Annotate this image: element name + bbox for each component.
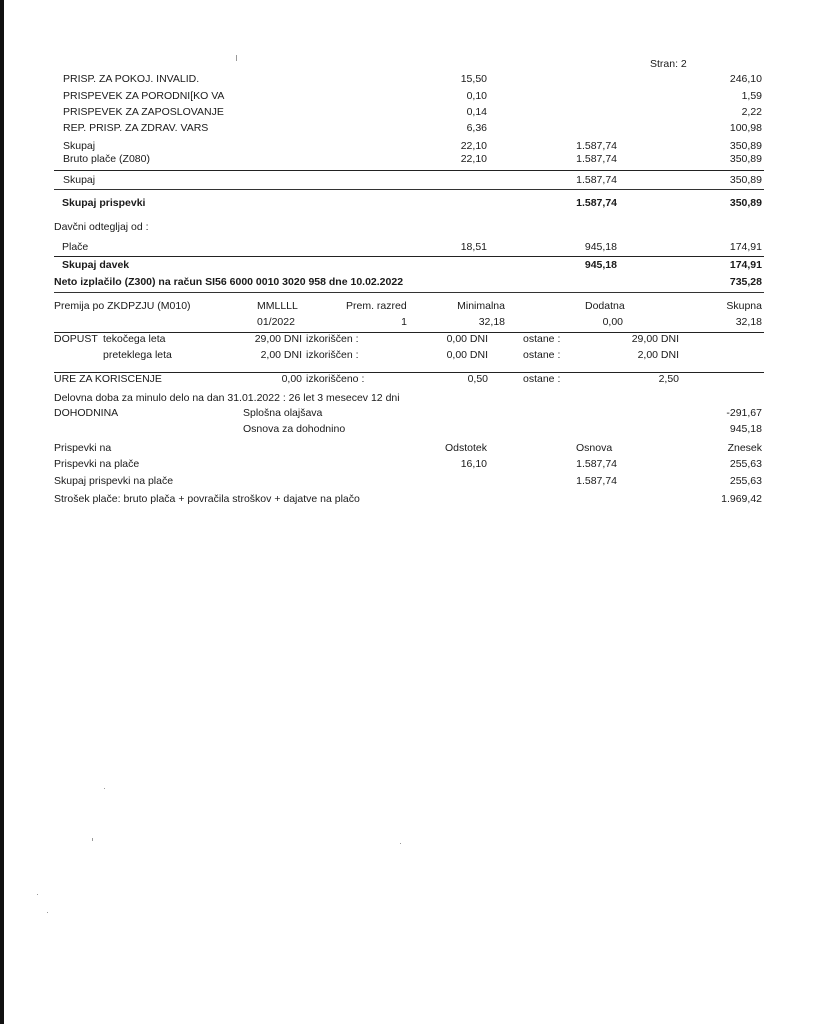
tax-header: Davčni odtegljaj od : bbox=[54, 221, 149, 233]
skupaj-label: Skupaj bbox=[63, 174, 96, 186]
leave-used: 2,00 DNI bbox=[260, 349, 302, 361]
income-tax-row-amount: -291,67 bbox=[726, 407, 762, 419]
leave-remaining-label: ostane : bbox=[523, 333, 561, 345]
leave-a: 0,00 DNI bbox=[446, 333, 488, 345]
scan-speck bbox=[47, 912, 48, 913]
contribution-amount: 100,98 bbox=[729, 122, 762, 134]
contribution-label: Skupaj bbox=[63, 140, 96, 152]
skupaj-amount: 350,89 bbox=[729, 174, 762, 186]
leave-used: 29,00 DNI bbox=[254, 333, 302, 345]
scan-speck bbox=[92, 838, 93, 841]
contribution-label: Bruto plače (Z080) bbox=[63, 153, 150, 165]
contribution-label: PRISP. ZA POKOJ. INVALID. bbox=[63, 73, 200, 85]
scan-speck bbox=[104, 788, 105, 789]
total-tax-amount: 174,91 bbox=[729, 259, 762, 271]
hours-used-label: izkoriščeno : bbox=[306, 373, 365, 385]
leave-used-label: izkoriščen : bbox=[306, 333, 359, 345]
premium-period: 01/2022 bbox=[257, 316, 295, 328]
income-tax-row-label: Splošna olajšava bbox=[243, 407, 323, 419]
premium-total-header: Skupna bbox=[726, 300, 762, 312]
leave-used-label: izkoriščen : bbox=[306, 349, 359, 361]
hours-label: URE ZA KORISCENJE bbox=[54, 373, 162, 385]
contribution-rate: 15,50 bbox=[460, 73, 487, 85]
premium-add: 0,00 bbox=[602, 316, 623, 328]
hours-a: 0,50 bbox=[467, 373, 488, 385]
total-tax-base: 945,18 bbox=[584, 259, 617, 271]
divider bbox=[54, 189, 764, 190]
hours-remaining: 2,50 bbox=[658, 373, 679, 385]
net-pay-amount: 735,28 bbox=[729, 276, 762, 288]
contribution-rate: 22,10 bbox=[460, 140, 487, 152]
salary-cost-label: Strošek plače: bruto plača + povračila stroškov + dajatve na plačo bbox=[54, 493, 360, 505]
total-contributions-label: Skupaj prispevki bbox=[62, 197, 146, 209]
employer-row-base: 1.587,74 bbox=[576, 458, 617, 470]
employer-row-rate: 16,10 bbox=[460, 458, 487, 470]
scan-speck bbox=[37, 894, 38, 895]
contribution-amount: 1,59 bbox=[741, 90, 762, 102]
contribution-amount: 350,89 bbox=[729, 140, 762, 152]
scan-edge bbox=[0, 0, 4, 1024]
employer-row-base: 1.587,74 bbox=[576, 475, 617, 487]
employer-header-amount: Znesek bbox=[727, 442, 762, 454]
employer-row-label: Prispevki na plače bbox=[54, 458, 140, 470]
premium-class-header: Prem. razred bbox=[346, 300, 407, 312]
income-tax-row-amount: 945,18 bbox=[729, 423, 762, 435]
tax-row-base: 945,18 bbox=[584, 241, 617, 253]
total-contributions-base: 1.587,74 bbox=[576, 197, 617, 209]
employer-row-amount: 255,63 bbox=[729, 475, 762, 487]
employer-header-rate: Odstotek bbox=[444, 442, 487, 454]
net-pay-label: Neto izplačilo (Z300) na račun SI56 6000 0010 3020 958 dne 10.02.2022 bbox=[54, 276, 404, 288]
contribution-amount: 246,10 bbox=[729, 73, 762, 85]
contribution-base: 1.587,74 bbox=[576, 140, 617, 152]
total-contributions-amount: 350,89 bbox=[729, 197, 762, 209]
premium-total: 32,18 bbox=[735, 316, 762, 328]
leave-remaining-label: ostane : bbox=[523, 349, 561, 361]
divider bbox=[54, 292, 764, 293]
employer-header-base: Osnova bbox=[576, 442, 613, 454]
contribution-label: PRISPEVEK ZA PORODNI[KO VA bbox=[63, 90, 225, 102]
employer-row-amount: 255,63 bbox=[729, 458, 762, 470]
divider bbox=[54, 170, 764, 171]
premium-min-header: Minimalna bbox=[457, 300, 505, 312]
employer-header-label: Prispevki na bbox=[54, 442, 112, 454]
contribution-rate: 0,14 bbox=[466, 106, 487, 118]
premium-label: Premija po ZKDPZJU (M010) bbox=[54, 300, 191, 312]
divider bbox=[54, 256, 764, 257]
premium-min: 32,18 bbox=[478, 316, 505, 328]
leave-a: 0,00 DNI bbox=[446, 349, 488, 361]
scan-speck bbox=[400, 843, 401, 844]
contribution-rate: 22,10 bbox=[460, 153, 487, 165]
tax-row-label: Plače bbox=[62, 241, 89, 253]
leave-remaining: 29,00 DNI bbox=[631, 333, 679, 345]
leave-row-label: preteklega leta bbox=[103, 349, 172, 361]
contribution-amount: 350,89 bbox=[729, 153, 762, 165]
contribution-amount: 2,22 bbox=[741, 106, 762, 118]
skupaj-base: 1.587,74 bbox=[576, 174, 617, 186]
income-tax-label: DOHODNINA bbox=[54, 407, 119, 419]
income-tax-row-label: Osnova za dohodnino bbox=[243, 423, 346, 435]
tax-row-rate: 18,51 bbox=[460, 241, 487, 253]
premium-period-header: MMLLLL bbox=[257, 300, 298, 312]
contribution-label: PRISPEVEK ZA ZAPOSLOVANJE bbox=[63, 106, 224, 118]
premium-add-header: Dodatna bbox=[585, 300, 625, 312]
page-number: Stran: 2 bbox=[650, 58, 687, 70]
employer-row-label: Skupaj prispevki na plače bbox=[54, 475, 174, 487]
contribution-rate: 0,10 bbox=[466, 90, 487, 102]
contribution-rate: 6,36 bbox=[466, 122, 487, 134]
contribution-base: 1.587,74 bbox=[576, 153, 617, 165]
hours-used: 0,00 bbox=[281, 373, 302, 385]
salary-cost-amount: 1.969,42 bbox=[721, 493, 762, 505]
tax-row-amount: 174,91 bbox=[729, 241, 762, 253]
premium-class: 1 bbox=[401, 316, 407, 328]
scan-speck bbox=[236, 55, 237, 61]
leave-row-label: tekočega leta bbox=[103, 333, 166, 345]
leave-remaining: 2,00 DNI bbox=[637, 349, 679, 361]
service-duration: Delovna doba za minulo delo na dan 31.01.2022 : 26 let 3 mesecev 12 dni bbox=[54, 392, 400, 404]
total-tax-label: Skupaj davek bbox=[62, 259, 130, 271]
hours-remaining-label: ostane : bbox=[523, 373, 561, 385]
contribution-label: REP. PRISP. ZA ZDRAV. VARS bbox=[63, 122, 209, 134]
leave-label: DOPUST bbox=[54, 333, 98, 345]
